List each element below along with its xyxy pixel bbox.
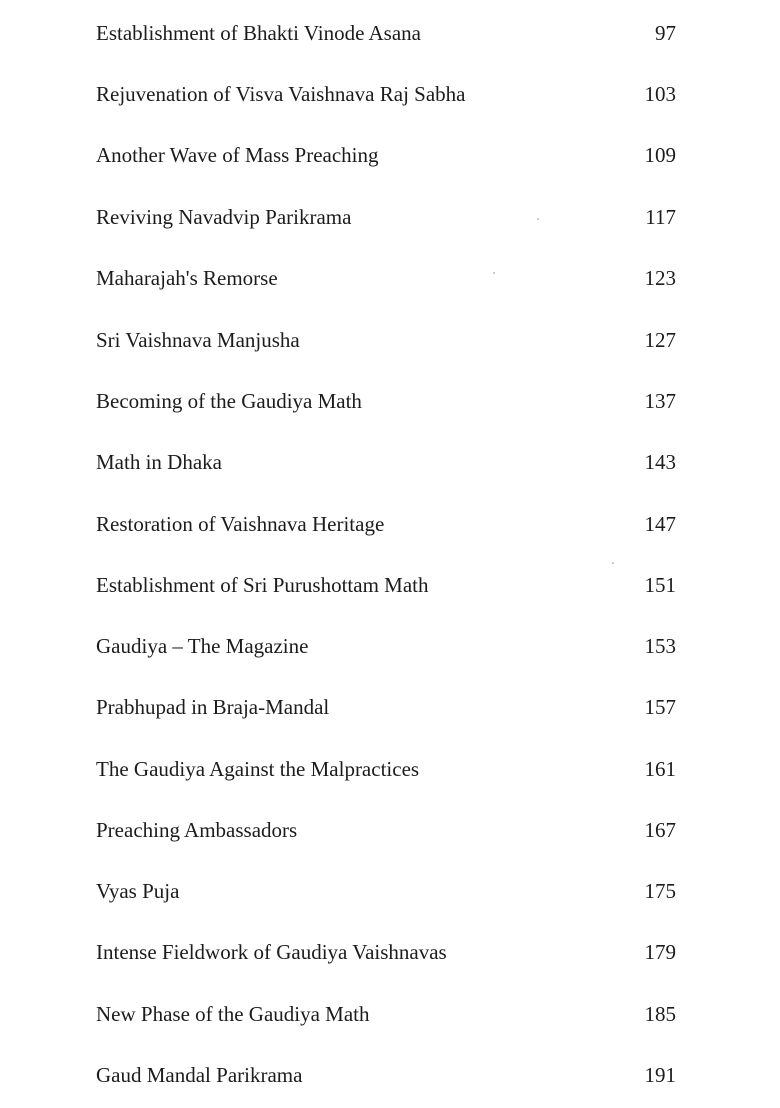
toc-entry-page-number: 109 — [644, 143, 676, 167]
toc-entry-page-number: 137 — [644, 389, 676, 413]
toc-entry-title: Restoration of Vaishnava Heritage — [96, 512, 385, 536]
toc-entry-title: New Phase of the Gaudiya Math — [96, 1002, 370, 1026]
toc-entry-title: Intense Fieldwork of Gaudiya Vaishnavas — [96, 940, 447, 964]
toc-entry-title: Prabhupad in Braja-Mandal — [96, 695, 330, 719]
toc-entry-title: The Gaudiya Against the Malpractices — [96, 757, 420, 781]
toc-entry[interactable] — [96, 692, 676, 722]
toc-entry-page-number: 123 — [644, 266, 676, 290]
toc-entry-title: Gaud Mandal Parikrama — [96, 1063, 303, 1087]
toc-entry[interactable] — [96, 999, 676, 1029]
toc-entry-title: Rejuvenation of Visva Vaishnava Raj Sabha — [96, 82, 466, 106]
toc-entry[interactable] — [96, 18, 676, 48]
toc-entry-title: Math in Dhaka — [96, 450, 222, 474]
toc-entry[interactable] — [96, 325, 676, 355]
toc-entry[interactable] — [96, 263, 676, 293]
toc-entry[interactable] — [96, 754, 676, 784]
toc-entry[interactable] — [96, 815, 676, 845]
toc-entry-title: Reviving Navadvip Parikrama — [96, 205, 352, 229]
toc-entry-title: Vyas Puja — [96, 879, 180, 903]
toc-entry-page-number: 143 — [644, 450, 676, 474]
toc-entry-page-number: 153 — [644, 634, 676, 658]
toc-entry-page-number: 175 — [644, 879, 676, 903]
toc-entry[interactable] — [96, 876, 676, 906]
toc-entry[interactable] — [96, 202, 676, 232]
toc-entry-page-number: 185 — [644, 1002, 676, 1026]
toc-entry-title: Establishment of Sri Purushottam Math — [96, 573, 429, 597]
toc-entry[interactable] — [96, 937, 676, 967]
scan-speck — [537, 218, 539, 220]
toc-entry-page-number: 179 — [644, 940, 676, 964]
toc-entry-page-number: 97 — [655, 21, 676, 45]
toc-entry-title: Establishment of Bhakti Vinode Asana — [96, 21, 421, 45]
toc-entry-title: Sri Vaishnava Manjusha — [96, 328, 300, 352]
toc-entry[interactable] — [96, 386, 676, 416]
toc-entry-page-number: 161 — [644, 757, 676, 781]
toc-entry-title: Gaudiya – The Magazine — [96, 634, 309, 658]
toc-entry[interactable] — [96, 1060, 676, 1090]
scan-speck — [612, 562, 614, 564]
toc-entry-page-number: 103 — [644, 82, 676, 106]
toc-entry-title: Another Wave of Mass Preaching — [96, 143, 379, 167]
toc-entry-page-number: 127 — [644, 328, 676, 352]
toc-entry-title: Maharajah's Remorse — [96, 266, 278, 290]
toc-entry-page-number: 157 — [644, 695, 676, 719]
toc-entry-page-number: 117 — [645, 205, 676, 229]
toc-entry[interactable] — [96, 570, 676, 600]
toc-entry[interactable] — [96, 140, 676, 170]
toc-entry-title: Becoming of the Gaudiya Math — [96, 389, 362, 413]
toc-entry[interactable] — [96, 79, 676, 109]
scan-speck — [493, 272, 495, 274]
toc-entry-page-number: 167 — [644, 818, 676, 842]
toc-entry-page-number: 147 — [644, 512, 676, 536]
toc-entry[interactable] — [96, 631, 676, 661]
toc-entry[interactable] — [96, 509, 676, 539]
toc-entry-page-number: 191 — [644, 1063, 676, 1087]
toc-entry-title: Preaching Ambassadors — [96, 818, 298, 842]
toc-entry-page-number: 151 — [644, 573, 676, 597]
toc-entry[interactable] — [96, 447, 676, 477]
